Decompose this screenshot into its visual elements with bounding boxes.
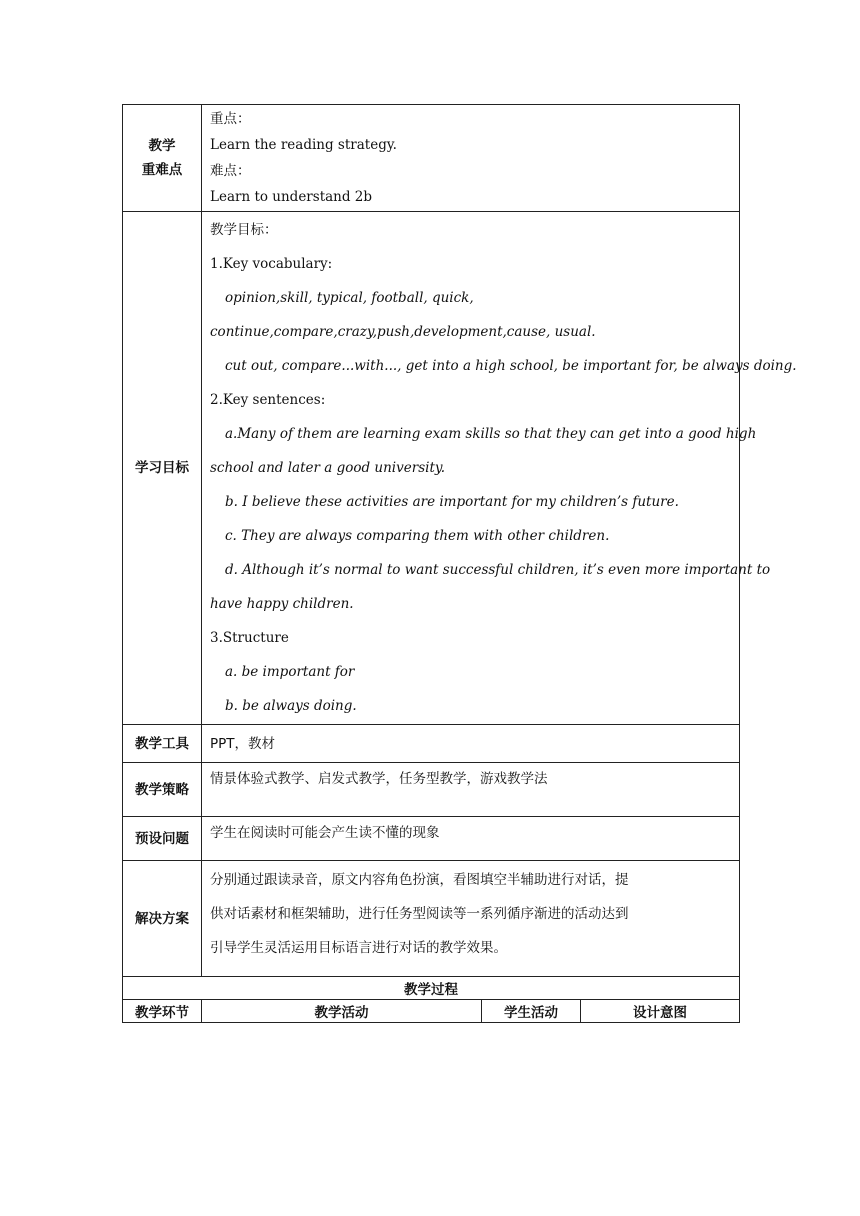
strategy-row <box>123 763 740 817</box>
strategy-content <box>202 763 740 817</box>
key-point-heading: 重点： <box>210 111 251 127</box>
objectives-row <box>123 212 740 725</box>
difficult-point-text: Learn to understand 2b <box>210 189 373 205</box>
solution-line: 分别通过跟读录音，原文内容角色扮演，看图填空半辅助进行对话，提 <box>210 872 629 888</box>
solution-label: 解决方案 <box>123 861 202 977</box>
vocab-line: opinion,skill, typical, football, quick, <box>225 290 474 306</box>
structure-line: b. be always doing. <box>225 698 357 714</box>
sentence-line: a.Many of them are learning exam skills so that they can get into a good high <box>225 426 757 442</box>
lesson-plan-table <box>122 104 797 1023</box>
key-point-text: Learn the reading strategy. <box>210 137 397 153</box>
process-header-row <box>123 1000 740 1023</box>
strategy-value: 情景体验式教学、启发式教学，任务型教学，游戏教学法 <box>210 771 548 787</box>
key-points-label: 教学 重难点 <box>123 105 202 212</box>
tools-row <box>123 725 740 763</box>
tools-label: 教学工具 <box>123 725 202 763</box>
header-design-intent: 设计意图 <box>581 1000 740 1023</box>
strategy-label: 教学策略 <box>123 763 202 817</box>
vocab-line: cut out, compare...with..., get into a high school, be important for, be always doing. <box>225 358 797 374</box>
vocab-heading: 1.Key vocabulary: <box>210 256 333 272</box>
structure-line: a. be important for <box>225 664 355 680</box>
sentence-line: school and later a good university. <box>210 460 445 476</box>
sentences-heading: 2.Key sentences: <box>210 392 326 408</box>
solution-content <box>202 861 740 977</box>
tools-value: PPT，教材 <box>210 735 276 752</box>
difficult-point-heading: 难点： <box>210 163 251 179</box>
objectives-title: 教学目标： <box>210 222 278 238</box>
sentence-line: have happy children. <box>210 596 354 612</box>
problems-label: 预设问题 <box>123 817 202 861</box>
tools-content <box>202 725 740 763</box>
problems-row <box>123 817 740 861</box>
sentence-line: d. Although it’s normal to want successful children, it’s even more important to <box>225 562 771 578</box>
key-points-content <box>202 105 740 212</box>
vocab-line: continue,compare,crazy,push,development,cause, usual. <box>210 324 596 340</box>
header-stage: 教学环节 <box>123 1000 202 1023</box>
key-points-row <box>123 105 740 212</box>
sentence-line: b. I believe these activities are important for my children’s future. <box>225 494 679 510</box>
header-student-activity: 学生活动 <box>482 1000 581 1023</box>
solution-line: 供对话素材和框架辅助，进行任务型阅读等一系列循序渐进的活动达到 <box>210 906 629 922</box>
problems-value: 学生在阅读时可能会产生读不懂的现象 <box>210 825 440 841</box>
process-title-row <box>123 977 740 1000</box>
objectives-content <box>202 212 797 725</box>
sentence-line: c. They are always comparing them with other children. <box>225 528 610 544</box>
solution-line: 引导学生灵活运用目标语言进行对话的教学效果。 <box>210 940 507 956</box>
structure-heading: 3.Structure <box>210 630 289 646</box>
process-title: 教学过程 <box>123 977 740 1000</box>
header-teacher-activity: 教学活动 <box>202 1000 482 1023</box>
solution-row <box>123 861 740 977</box>
objectives-label: 学习目标 <box>123 212 202 725</box>
problems-content <box>202 817 740 861</box>
